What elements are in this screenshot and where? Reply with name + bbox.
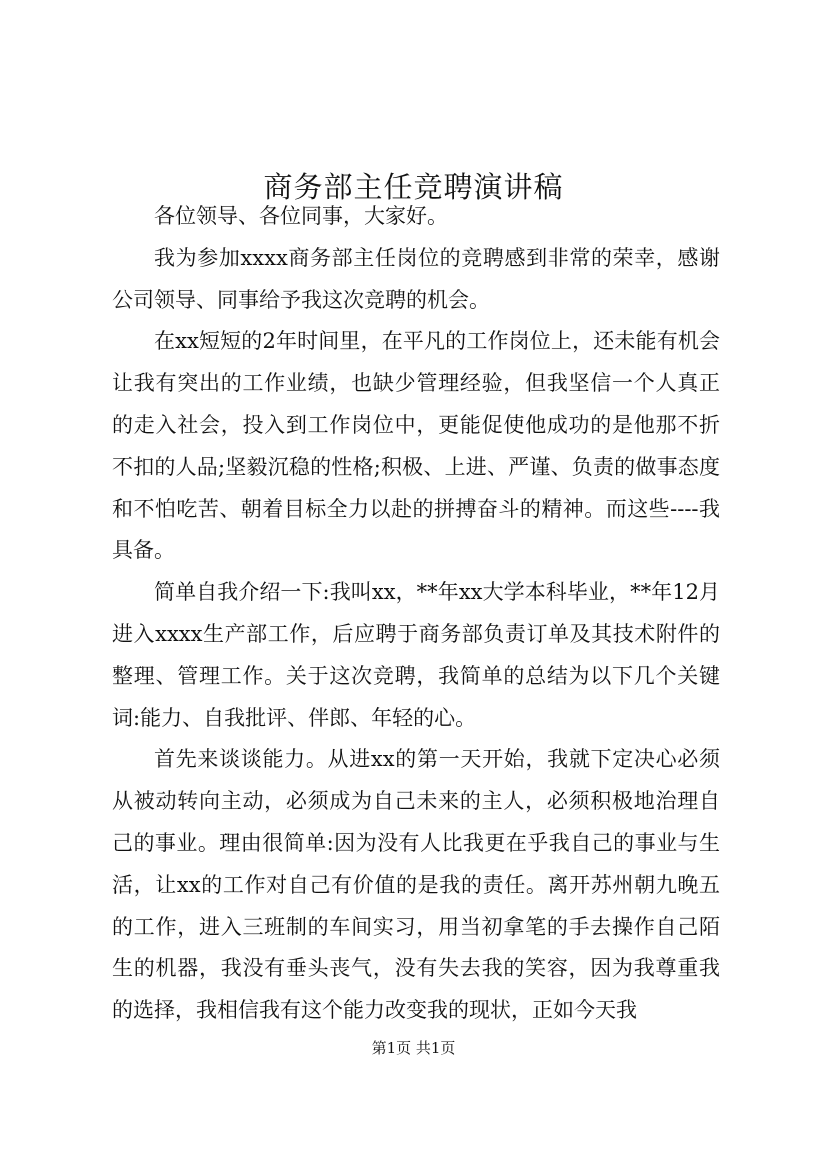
paragraph-self-introduction: 简单自我介绍一下:我叫xx，**年xx大学本科毕业，**年12月进入xxxx生产部工作，后应聘于商务部负责订单及其技术附件的整理、管理工作。关于这次竞聘，我简单的总结为以下几个关键词:能力、自我批评、伴郎、年轻的心。 [112, 580, 720, 730]
page-number-footer: 第1页 共1页 [371, 1039, 456, 1057]
paragraph-greeting: 各位领导、各位同事，大家好。 [154, 204, 448, 228]
document-title: 商务部主任竞聘演讲稿 [263, 170, 564, 205]
paragraph-ability: 首先来谈谈能力。从进xx的第一天开始，我就下定决心必须从被动转向主动，必须成为自己未来的主人，必须积极地治理自己的事业。理由很简单:因为没有人比我更在乎我自己的事业与生活，让xx的工作对自己有价值的是我的责任。离开苏州朝九晚五的工作，进入三班制的车间实习，用当初拿笔的手去操作自己陌生的机器，我没有垂头丧气，没有失去我的笑容，因为我尊重我的选择，我相信我有这个能力改变我的现状，正如今天我 [112, 747, 720, 1023]
document-body [112, 196, 720, 1032]
paragraph-thanks: 我为参加xxxx商务部主任岗位的竞聘感到非常的荣幸，感谢公司领导、同事给予我这次竞聘的机会。 [112, 245, 720, 312]
paragraph-character: 在xx短短的2年时间里，在平凡的工作岗位上，还未能有机会让我有突出的工作业绩，也缺少管理经验，但我坚信一个人真正的走入社会，投入到工作岗位中，更能促使他成功的是他那不折不扣的人品;坚毅沉稳的性格;积极、上进、严谨、负责的做事态度和不怕吃苦、朝着目标全力以赴的拼搏奋斗的精神。而这些----我具备。 [112, 329, 720, 563]
